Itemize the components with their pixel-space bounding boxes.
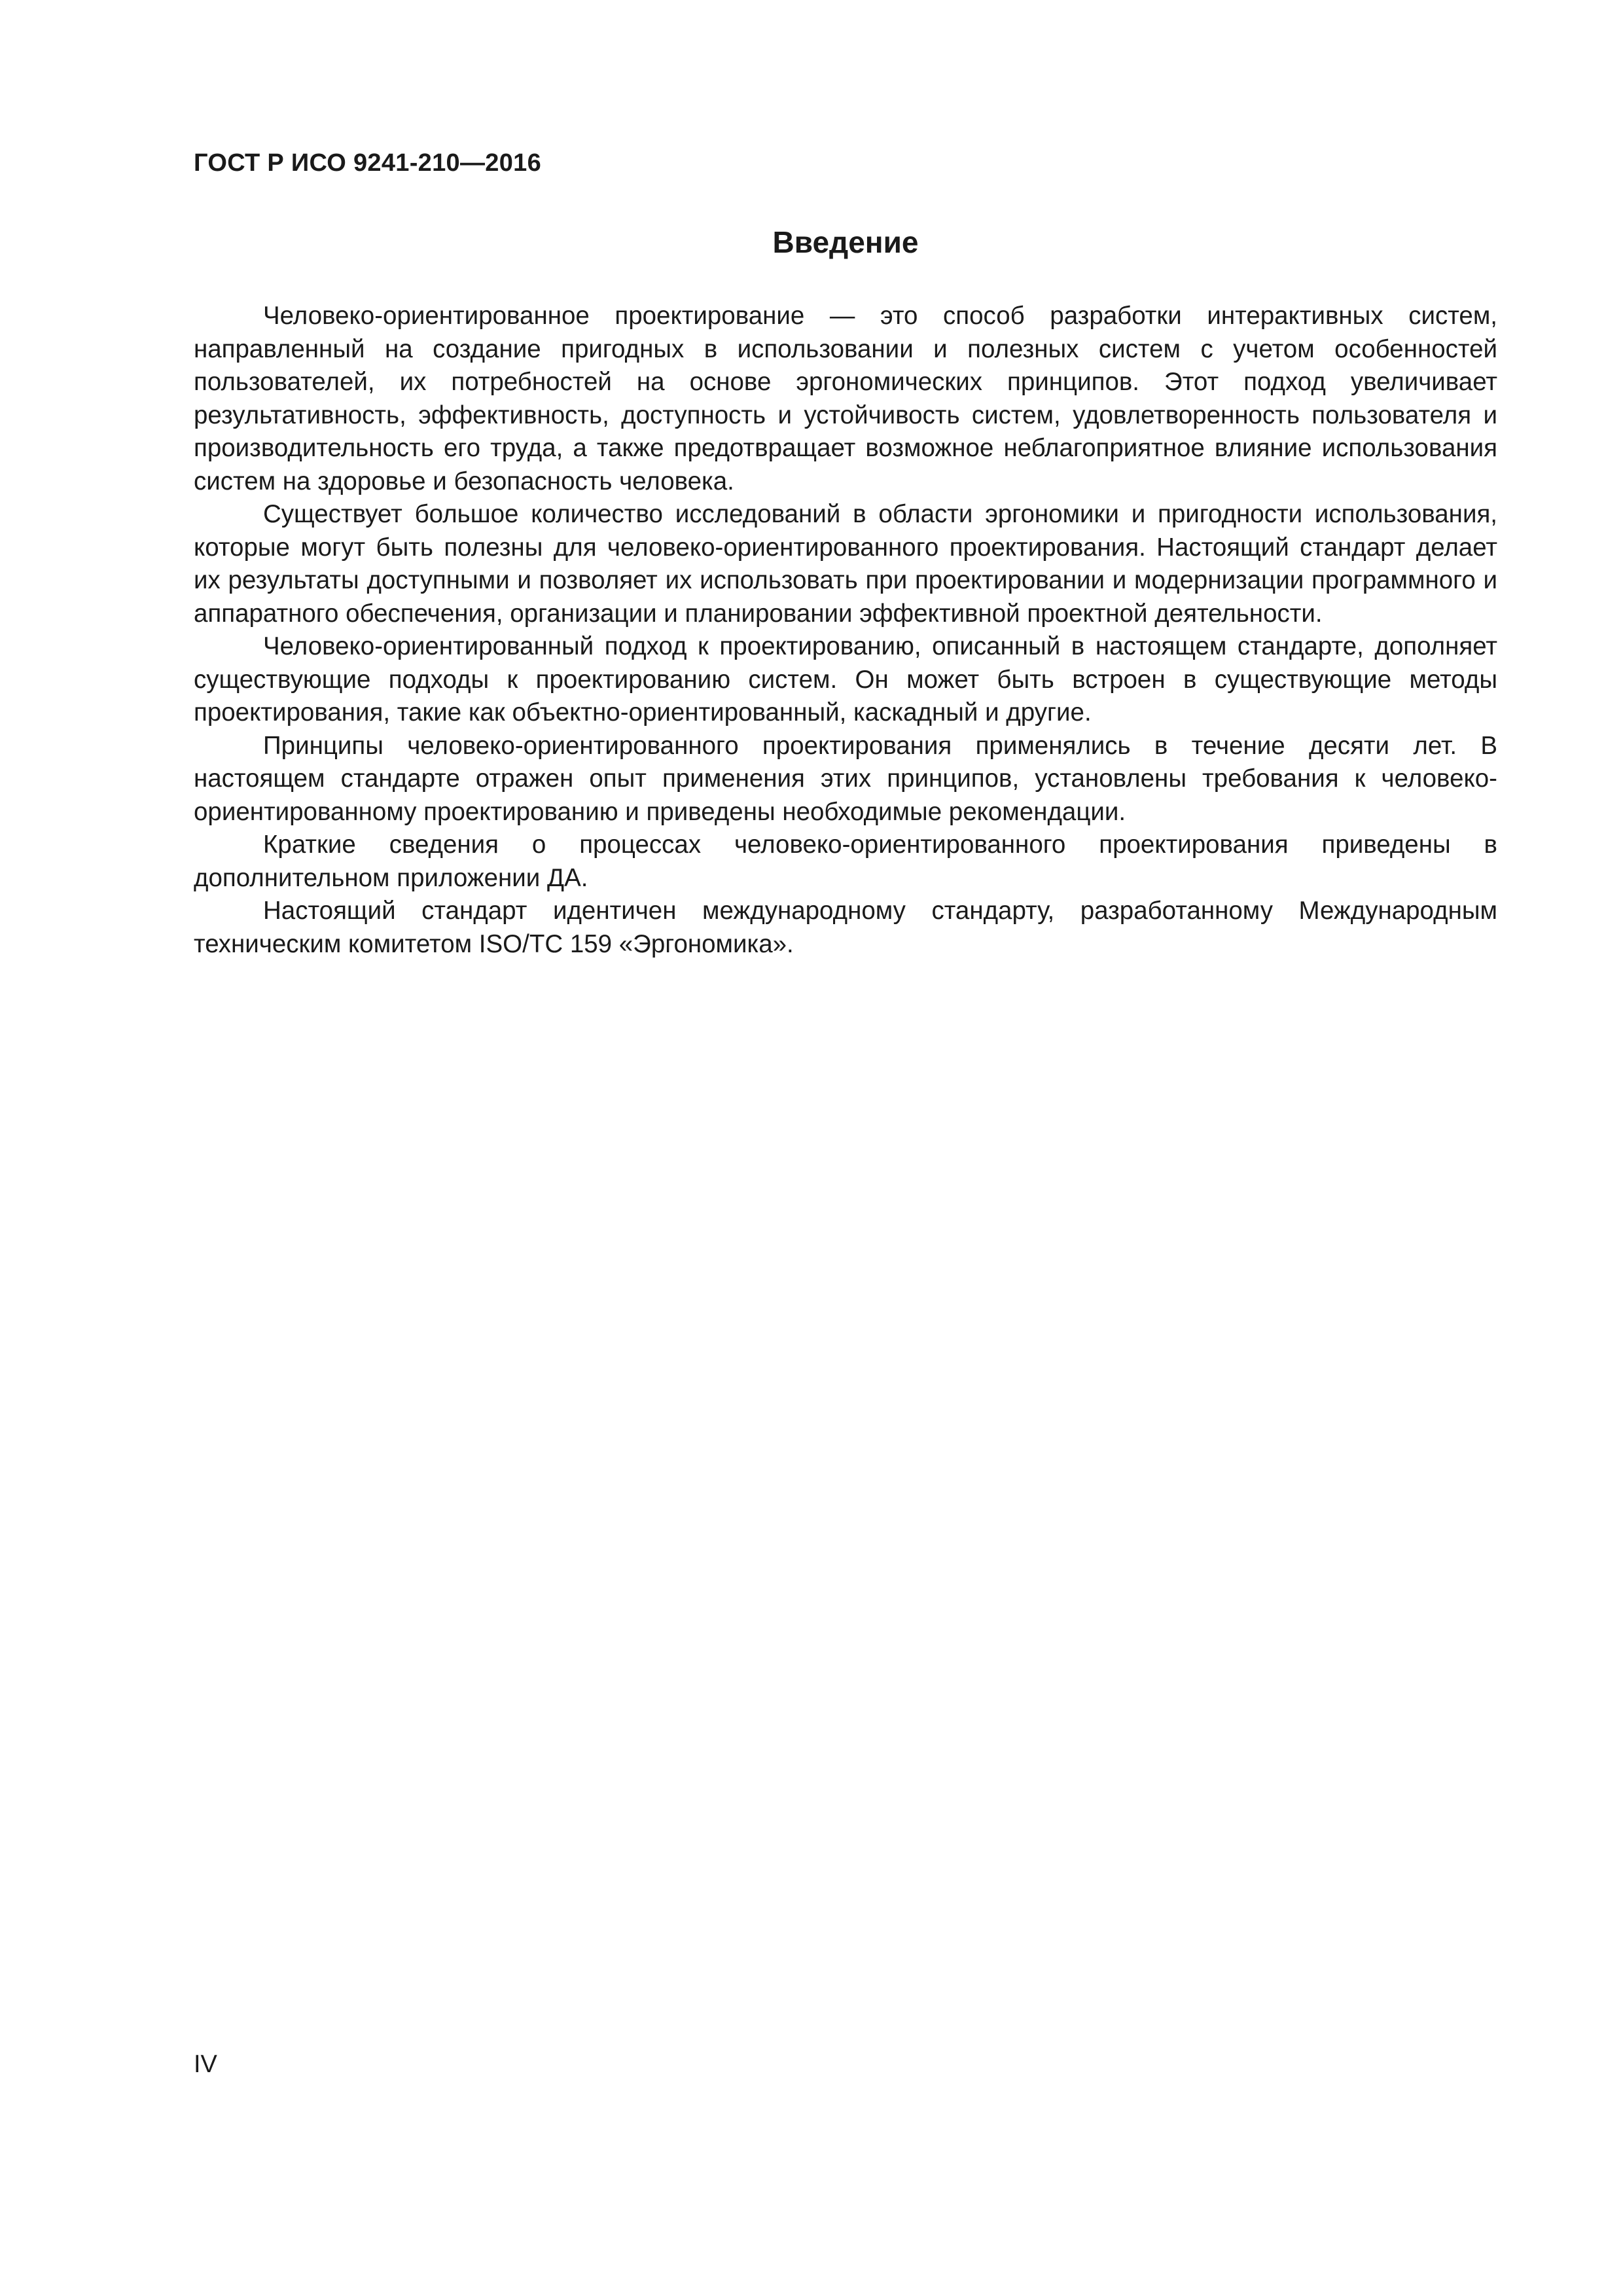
paragraph-2: Существует большое количество исследований в области эргономики и пригодности использования, которые могут быть полезны для человеко-ориентированного проектирования. Настоящий стандарт делает их результаты доступными и позволяет их использовать при проектировании и модернизации программного и аппаратного обеспечения, организации и планировании эффективной проектной деятельности. (194, 500, 1497, 628)
paragraph-3: Человеко-ориентированный подход к проектированию, описанный в настоящем стандарте, дополняет существующие подходы к проектированию систем. Он может быть встроен в существующие методы проектирования, такие как объектно-ориентированный, каскадный и другие. (194, 632, 1497, 726)
section-title: Введение (772, 225, 919, 259)
paragraph-1: Человеко-ориентированное проектирование — это способ разработки интерактивных систем, направленный на создание пригодных в использовании и полезных систем с учетом особенностей пользователей, их потребностей на основе эргономических принципов. Этот подход увеличивает результативность, эффективность, доступность и устойчивость систем, удовлетворенность пользователя и производительность его труда, а также предотвращает возможное неблагоприятное влияние использования систем на здоровье и безопасность человека. (194, 302, 1497, 495)
paragraph-6: Настоящий стандарт идентичен международному стандарту, разработанному Международным техническим комитетом ISO/TC 159 «Эргономика». (194, 897, 1497, 958)
paragraph-5: Краткие сведения о процессах человеко-ориентированного проектирования приведены в дополнительном приложении ДА. (194, 831, 1497, 892)
introduction-body (194, 300, 1497, 961)
paragraph-4: Принципы человеко-ориентированного проектирования применялись в течение десяти лет. В настоящем стандарте отражен опыт применения этих принципов, установлены требования к человеко-ориентированному проектированию и приведены необходимые рекомендации. (194, 731, 1497, 826)
document-header-id: ГОСТ Р ИСО 9241-210—2016 (194, 149, 542, 177)
page-number: IV (194, 2051, 217, 2078)
